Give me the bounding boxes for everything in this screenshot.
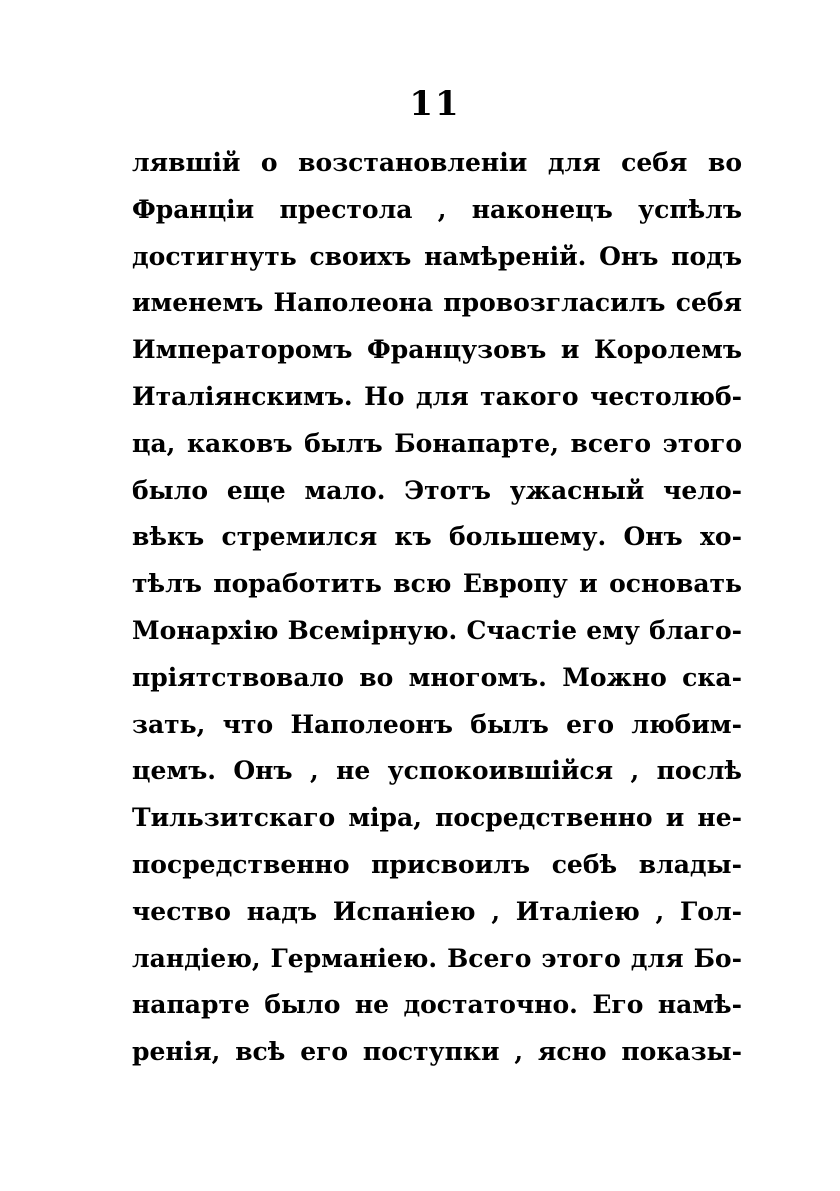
text-line: напарте было не достаточно. Его намѣ- — [132, 990, 742, 1020]
text-line: было еще мало. Этотъ ужасный чело- — [132, 475, 742, 505]
text-line: именемъ Наполеона провозгласилъ себя — [132, 288, 742, 318]
page-number: 11 — [409, 84, 461, 124]
text-line: Италіянскимъ. Но для такого честолюб- — [132, 381, 742, 411]
text-line: вѣкъ стремился къ большему. Онъ хо- — [132, 522, 742, 552]
text-line: Франціи престола , наконецъ успѣлъ — [132, 194, 742, 224]
text-line: ренія, всѣ его поступки , ясно показы- — [132, 1037, 742, 1067]
text-line: ца, каковъ былъ Бонапарте, всего этого — [132, 428, 742, 458]
text-line: посредственно присвоилъ себѣ влады- — [132, 849, 742, 879]
text-line: пріятствовало во многомъ. Можно ска- — [132, 662, 742, 692]
text-line: Тильзитскаго міра, посредственно и не- — [132, 803, 742, 833]
text-line: Императоромъ Французовъ и Королемъ — [132, 335, 742, 365]
text-line: чество надъ Испаніею , Италіею , Гол- — [132, 896, 742, 926]
body-text — [132, 140, 742, 1076]
text-line: Монархію Всемірную. Счастіе ему благо- — [132, 615, 742, 645]
text-line: зать, что Наполеонъ былъ его любим- — [132, 709, 742, 739]
text-line: ландіею, Германіею. Всего этого для Бо- — [132, 943, 742, 973]
text-line: цемъ. Онъ , не успокоившійся , послѣ — [132, 756, 742, 786]
text-line: достигнуть своихъ намѣреній. Онъ подъ — [132, 241, 742, 271]
text-line: лявшій о возстановленіи для себя во — [132, 148, 742, 177]
text-line: тѣлъ поработить всю Европу и основать — [132, 569, 742, 599]
